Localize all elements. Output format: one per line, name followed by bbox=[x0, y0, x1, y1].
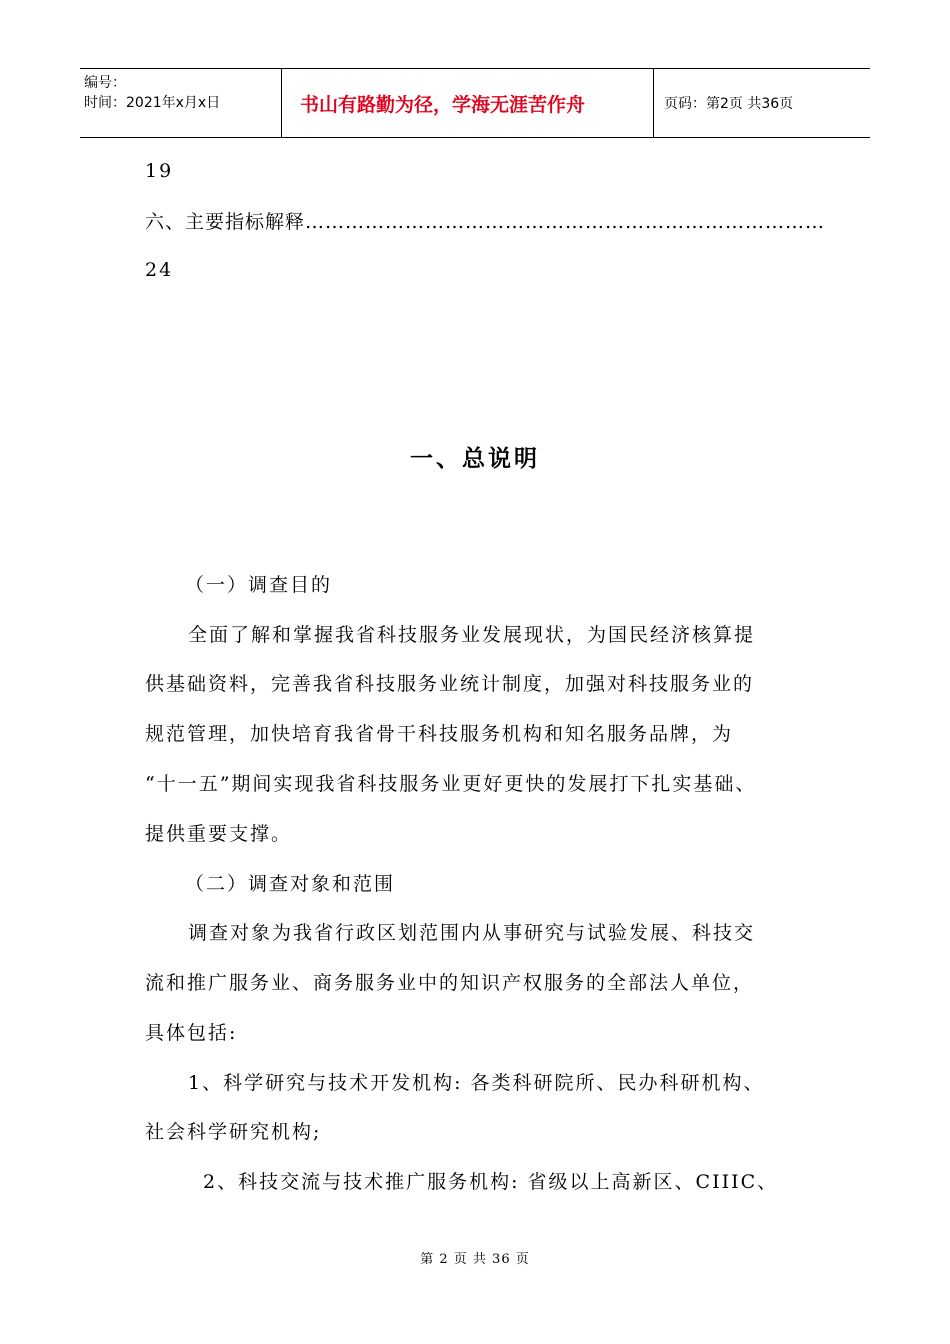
paragraph-line: 全面了解和掌握我省科技服务业发展现状，为国民经济核算提 bbox=[188, 624, 756, 646]
toc-page-number: 19 bbox=[145, 160, 174, 182]
document-header bbox=[80, 68, 870, 138]
list-item-line: 1、科学研究与技术开发机构: 各类科研院所、民办科研机构、 bbox=[188, 1072, 765, 1094]
number-label: 编号： bbox=[84, 75, 126, 91]
page-footer: 第 2 页 共 36 页 bbox=[420, 1252, 530, 1267]
paragraph-line: 提供重要支撑。 bbox=[145, 823, 293, 845]
list-item-line: 社会科学研究机构; bbox=[145, 1121, 322, 1143]
paragraph-line: 调查对象为我省行政区划范围内从事研究与试验发展、科技交 bbox=[188, 922, 756, 944]
header-page-info: 页码：第2页 共36页 bbox=[664, 96, 794, 112]
subsection-title: （一）调查目的 bbox=[185, 574, 333, 596]
paragraph-line: 流和推广服务业、商务服务业中的知识产权服务的全部法人单位， bbox=[145, 972, 755, 994]
subsection-title: （二）调查对象和范围 bbox=[185, 873, 396, 895]
paragraph-line: 规范管理，加快培育我省骨干科技服务机构和知名服务品牌，为 bbox=[145, 723, 734, 745]
toc-item-page: 24 bbox=[145, 259, 174, 281]
section-title: 一、总说明 bbox=[410, 446, 540, 472]
list-item-line: 2、科技交流与技术推广服务机构: 省级以上高新区、CIIIC、 bbox=[203, 1171, 779, 1193]
time-label: 时间：2021年x月x日 bbox=[84, 95, 221, 111]
paragraph-line: 具体包括: bbox=[145, 1022, 238, 1044]
toc-item: 六、主要指标解释…………………………………………………………………… bbox=[145, 211, 826, 233]
paragraph-line: “十一五”期间实现我省科技服务业更好更快的发展打下扎实基础、 bbox=[145, 773, 757, 795]
paragraph-line: 供基础资料，完善我省科技服务业统计制度，加强对科技服务业的 bbox=[145, 673, 755, 695]
header-motto: 书山有路勤为径，学海无涯苦作舟 bbox=[282, 69, 654, 137]
header-meta bbox=[80, 69, 282, 137]
